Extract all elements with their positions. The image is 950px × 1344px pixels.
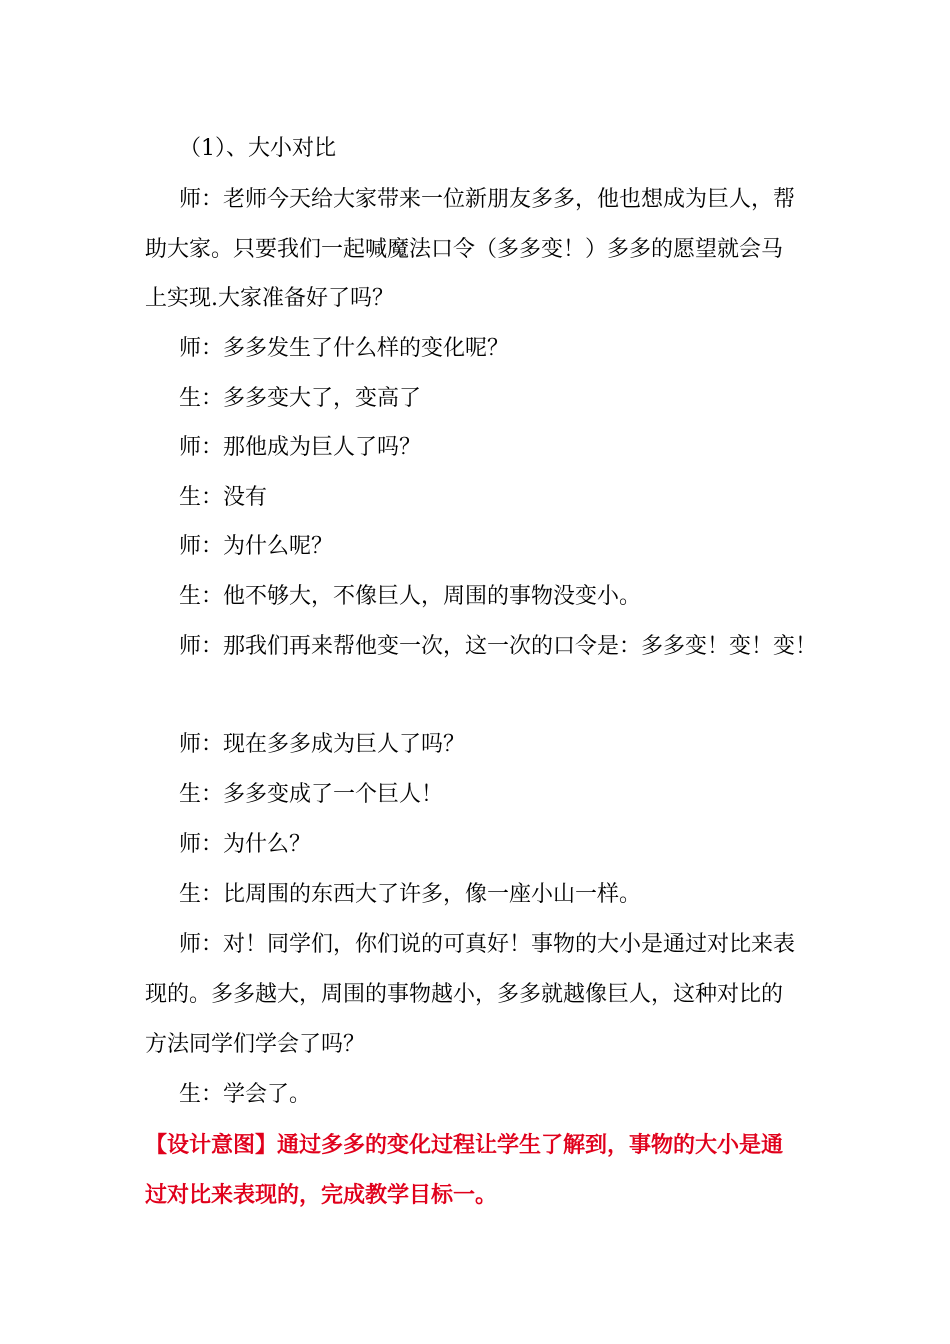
dialogue-line: 现的。多多越大，周围的事物越小，多多就越像巨人，这种对比的 (145, 982, 784, 1007)
dialogue-line: 生：多多变成了一个巨人！ (179, 782, 444, 807)
design-intent-line: 过对比来表现的，完成教学目标一。 (145, 1182, 498, 1208)
dialogue-line: 生：学会了。 (179, 1082, 312, 1107)
section-heading: （1）、大小对比 (179, 136, 336, 161)
dialogue-line: 生：多多变大了，变高了 (179, 386, 422, 411)
dialogue-line: 助大家。只要我们一起喊魔法口令（多多变！）多多的愿望就会马 (145, 237, 784, 262)
dialogue-line: 师：为什么呢？ (179, 534, 334, 559)
dialogue-line: 师：老师今天给大家带来一位新朋友多多，他也想成为巨人，帮 (179, 187, 796, 212)
dialogue-line: 方法同学们学会了吗？ (145, 1032, 366, 1057)
dialogue-line: 师：多多发生了什么样的变化呢？ (179, 336, 510, 361)
dialogue-line: 师：现在多多成为巨人了吗？ (179, 732, 466, 757)
design-intent-line: 【设计意图】通过多多的变化过程让学生了解到，事物的大小是通 (145, 1132, 784, 1158)
dialogue-line: 生：他不够大，不像巨人，周围的事物没变小。 (179, 584, 642, 609)
dialogue-line: 师：那他成为巨人了吗？ (179, 435, 422, 460)
dialogue-line: 上实现.大家准备好了吗？ (145, 286, 394, 311)
dialogue-line: 生：没有 (179, 485, 268, 510)
dialogue-line: 生：比周围的东西大了许多，像一座小山一样。 (179, 882, 642, 907)
dialogue-line: 师：那我们再来帮他变一次，这一次的口令是：多多变！变！变！ (179, 634, 818, 659)
dialogue-line: 师：为什么？ (179, 832, 312, 857)
dialogue-line: 师：对！同学们，你们说的可真好！事物的大小是通过对比来表 (179, 932, 796, 957)
